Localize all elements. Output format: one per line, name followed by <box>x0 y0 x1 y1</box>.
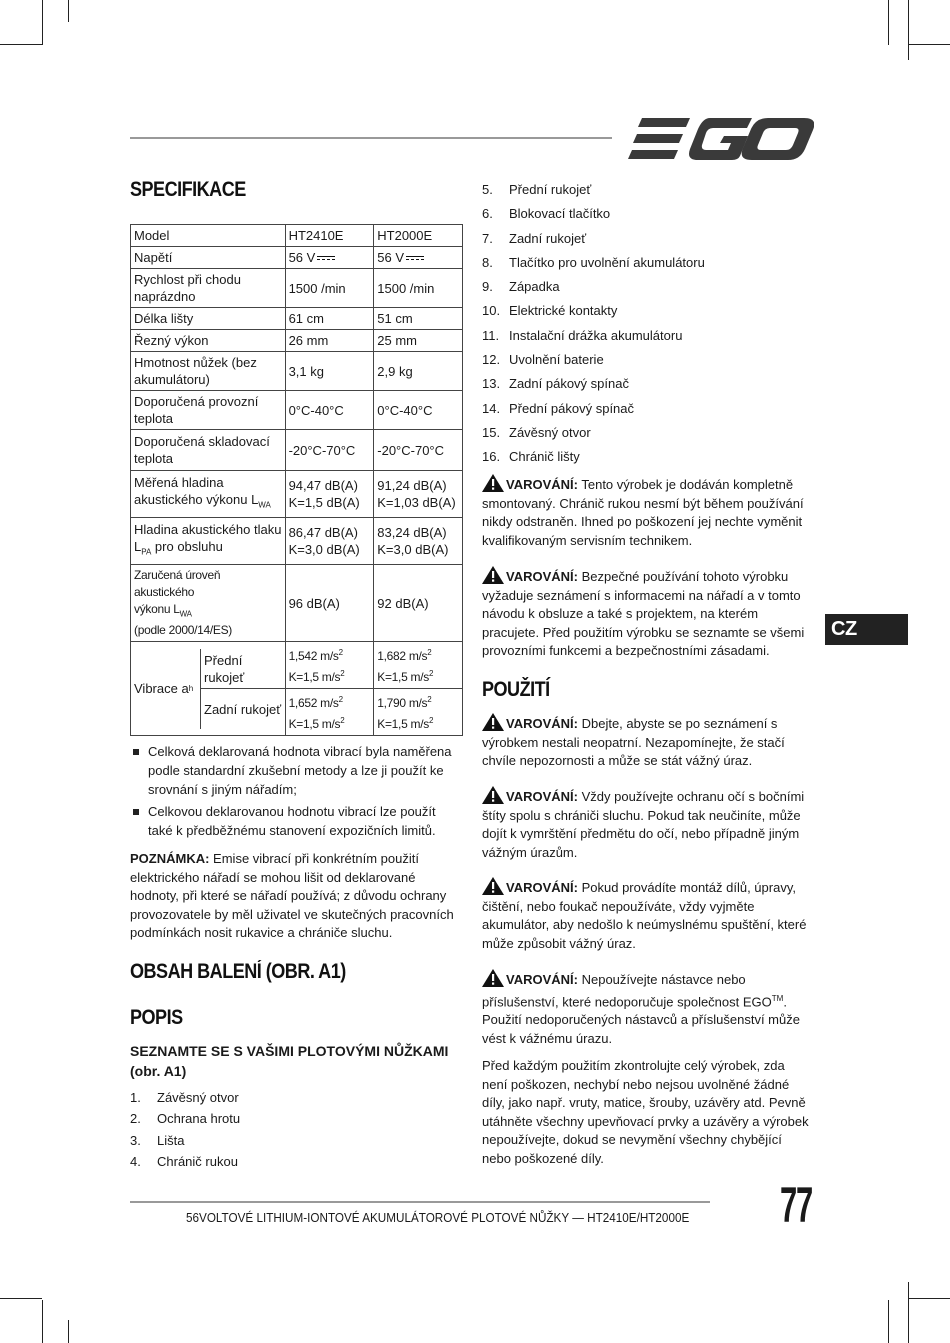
table-cell: 1500 /min <box>285 269 374 308</box>
table-cell: 0°C-40°C <box>374 391 463 430</box>
table-row <box>131 247 463 269</box>
table-row <box>131 308 463 330</box>
table-cell: 3,1 kg <box>285 352 374 391</box>
table-cell: 56 V <box>374 247 463 269</box>
table-cell: 1,542 $m/s^2$ K=1,5 $m/s^2$ <box>285 642 374 689</box>
table-cell: Rychlost při chodu naprázdno <box>131 269 286 308</box>
table-row <box>131 642 463 689</box>
table-cell: 94,47 dB(A) K=1,5 dB(A) <box>285 471 374 518</box>
parts-subheading: SEZNAMTE SE S VAŠIMI PLOTOVÝMI NŮŽKAMI (obr. A1) <box>130 1043 449 1079</box>
table-cell: Doporučená skladovací teplota <box>131 430 286 471</box>
inspection-paragraph: Před každým použitím zkontrolujte celý výrobek, zda není poškozen, nechybí nebo nejsou uvolněné žádné díly, jako např. vruty, matice, šrouby, uzávěry atd. Pevně utáhněte všechny upevňovací prvky a uzávěry a výrobek nepoužívejte, dokud se nevymění všechny chybějící nebo poškozené díly. <box>482 1058 809 1166</box>
contents-heading: OBSAH BALENÍ (OBR. A1) <box>130 960 346 983</box>
crop-mark <box>908 44 950 45</box>
crop-mark <box>908 0 909 60</box>
table-cell: 26 mm <box>285 330 374 352</box>
crop-mark <box>0 44 42 45</box>
warning-paragraph: VAROVÁNÍ: Vždy používejte ochranu očí s bočními štíty spolu s chrániči sluchu. Pokud tak neučiníte, může dojít k vymrštění předmětu do očí, nebo případně jiným vážným úrazům. <box>482 786 812 862</box>
table-cell: Měřená hladina akustického výkonu $L_{WA}$ <box>131 471 286 518</box>
list-item: Celková deklarovaná hodnota vibrací byla naměřena podle standardní zkušební metody a lze ji použít ke srovnání s jiným nářadím; <box>130 742 460 799</box>
table-row <box>131 430 463 471</box>
crop-mark <box>68 1320 69 1343</box>
table-cell: -20°C-70°C <box>285 430 374 471</box>
spec-table <box>130 224 463 736</box>
list-item: 12. Uvolnění baterie <box>482 352 604 368</box>
table-cell: Hmotnost nůžek (bez akumulátoru) <box>131 352 286 391</box>
table-header-cell: Model <box>131 225 286 247</box>
table-cell: Zaručená úroveň akustického výkonu $L_{WA}$ (podle 2000/14/ES) <box>131 565 286 642</box>
table-row <box>131 225 463 247</box>
vibration-label: Vibrace a h <box>131 649 201 729</box>
table-row <box>131 391 463 430</box>
table-row <box>131 352 463 391</box>
table-cell: Řezný výkon <box>131 330 286 352</box>
list-item: 7. Zadní rukojeť <box>482 230 587 246</box>
list-item: 6. Blokovací tlačítko <box>482 206 611 222</box>
warning-paragraph: VAROVÁNÍ: Dbejte, abyste se po seznámení s výrobkem nestali neopatrní. Nezapomínejte, že stačí chvíle nepozornosti a může se stát vážný úraz. <box>482 713 817 771</box>
list-item: Celkovou deklarovanou hodnotu vibrací lze použít také k předběžnému stanovení expozičních limitů. <box>130 802 460 840</box>
description-heading: POPIS <box>130 1006 183 1029</box>
list-item: 5. Přední rukojeť <box>482 182 592 197</box>
crop-mark <box>908 1282 909 1343</box>
table-cell: 1500 /min <box>374 269 463 308</box>
crop-mark <box>908 1298 950 1299</box>
table-cell <box>131 642 286 736</box>
warning-paragraph: VAROVÁNÍ: Pokud provádíte montáž dílů, úpravy, čištění, nebo foukač nepoužíváte, vždy vyjměte akumulátor, aby nedošlo k neúmyslnému spuštění, které může způsobit vážný úraz. <box>482 877 812 953</box>
table-row <box>131 330 463 352</box>
rear-handle-label: Zadní rukojeť <box>204 701 282 717</box>
warning-paragraph: VAROVÁNÍ: Bezpečné používání tohoto výrobku vyžaduje seznámení s informacemi na nářadí a v tomto návodu k obsluze a také s projektem, na kterém pracujete. Před použitím výrobku se seznamte se všemi provozními funkcemi a bezpečnostními zásadami. <box>482 566 812 661</box>
footer-rule <box>130 1201 710 1203</box>
front-handle-label: Přední rukojeť <box>201 649 285 690</box>
language-tab: CZ <box>825 614 908 645</box>
table-cell: 92 dB(A) <box>374 565 463 642</box>
list-item: 16. Chránič lišty <box>482 449 580 465</box>
crop-mark <box>888 1300 889 1343</box>
warning-paragraph: VAROVÁNÍ: Nepoužívejte nástavce nebo příslušenství, které nedoporučuje společnost EGO™. Použití nedoporučených nástavců a příslušenství může vést k vážnému úrazu. <box>482 969 812 1048</box>
footer-text: 56VOLTOVÉ LITHIUM-IONTOVÉ AKUMULÁTOROVÉ PLOTOVÉ NŮŽKY — HT2410E/HT2000E <box>186 1210 690 1225</box>
table-cell: Napětí <box>131 247 286 269</box>
table-cell: 2,9 kg <box>374 352 463 391</box>
table-cell: Doporučená provozní teplota <box>131 391 286 430</box>
table-cell: 61 cm <box>285 308 374 330</box>
table-row <box>131 565 463 642</box>
dc-symbol-icon <box>317 256 335 262</box>
table-cell: 1,652 $m/s^2$ K=1,5 $m/s^2$ <box>285 689 374 736</box>
table-header-cell: HT2410E <box>285 225 374 247</box>
list-item: 1. Závěsný otvor <box>130 1090 239 1105</box>
crop-mark <box>42 1300 43 1343</box>
parts-list-left <box>130 1087 240 1172</box>
note-paragraph: POZNÁMKA: Emise vibrací při konkrétním použití elektrického nářadí se mohou lišit od deklarované hodnoty, při které se nářadí používá; z důvodu ochrany provozovatele by měl uživatel ve skutečných pracovních podmínkách nosit rukavice a chrániče sluchu. <box>130 851 454 940</box>
list-item: 2. Ochrana hrotu <box>130 1111 241 1127</box>
crop-mark <box>888 0 889 45</box>
table-row <box>131 471 463 518</box>
use-heading: POUŽITÍ <box>482 678 550 701</box>
crop-mark <box>68 0 69 22</box>
table-cell: 56 V <box>285 247 374 269</box>
table-row <box>131 518 463 565</box>
list-item: 4. Chránič rukou <box>130 1153 238 1169</box>
list-item: 11. Instalační drážka akumulátoru <box>482 327 683 343</box>
table-header-cell: HT2000E <box>374 225 463 247</box>
list-item: 9. Západka <box>482 279 560 295</box>
ego-logo <box>628 116 814 162</box>
warning-icon <box>482 474 504 492</box>
table-cell: 1,790 $m/s^2$ K=1,5 $m/s^2$ <box>374 689 463 736</box>
specs-heading: SPECIFIKACE <box>130 178 246 201</box>
list-item: 3. Lišta <box>130 1132 185 1148</box>
dc-symbol-icon <box>406 256 424 262</box>
table-cell: 91,24 dB(A) K=1,03 dB(A) <box>374 471 463 518</box>
note-label: POZNÁMKA: <box>130 851 210 866</box>
warning-paragraph: VAROVÁNÍ: Tento výrobek je dodáván kompletně smontovaný. Chránič rukou nesmí být během používání nikdy odstraněn. Ihned po poškození jej nechte vyměnit kvalifikovaným servisním technikem. <box>482 474 812 550</box>
list-item: 14. Přední pákový spínač <box>482 400 635 416</box>
header-rule <box>130 137 612 139</box>
table-cell: Hladina akustického tlaku $L_{PA}$ pro obsluhu <box>131 518 286 565</box>
list-item: 10. Elektrické kontakty <box>482 303 618 319</box>
crop-mark <box>42 0 43 45</box>
table-cell: 0°C-40°C <box>285 391 374 430</box>
table-cell: 1,682 $m/s^2$ K=1,5 $m/s^2$ <box>374 642 463 689</box>
table-cell: 83,24 dB(A) K=3,0 dB(A) <box>374 518 463 565</box>
table-row <box>131 269 463 308</box>
parts-list-right <box>482 178 705 470</box>
warning-icon <box>482 786 504 804</box>
warning-icon <box>482 877 504 895</box>
table-cell: 51 cm <box>374 308 463 330</box>
table-cell: 25 mm <box>374 330 463 352</box>
list-item: 8. Tlačítko pro uvolnění akumulátoru <box>482 254 705 270</box>
table-cell: 86,47 dB(A) K=3,0 dB(A) <box>285 518 374 565</box>
warning-icon <box>482 713 504 731</box>
page-number: 77 <box>780 1177 813 1233</box>
table-cell: Délka lišty <box>131 308 286 330</box>
warning-icon <box>482 969 504 987</box>
logo-text: EGO <box>628 116 631 117</box>
table-cell: 96 dB(A) <box>285 565 374 642</box>
warning-icon <box>482 566 504 584</box>
list-item: 13. Zadní pákový spínač <box>482 376 629 392</box>
crop-mark <box>0 1298 42 1299</box>
vibration-notes-list <box>130 742 460 843</box>
table-cell: -20°C-70°C <box>374 430 463 471</box>
list-item: 15. Závěsný otvor <box>482 424 591 440</box>
